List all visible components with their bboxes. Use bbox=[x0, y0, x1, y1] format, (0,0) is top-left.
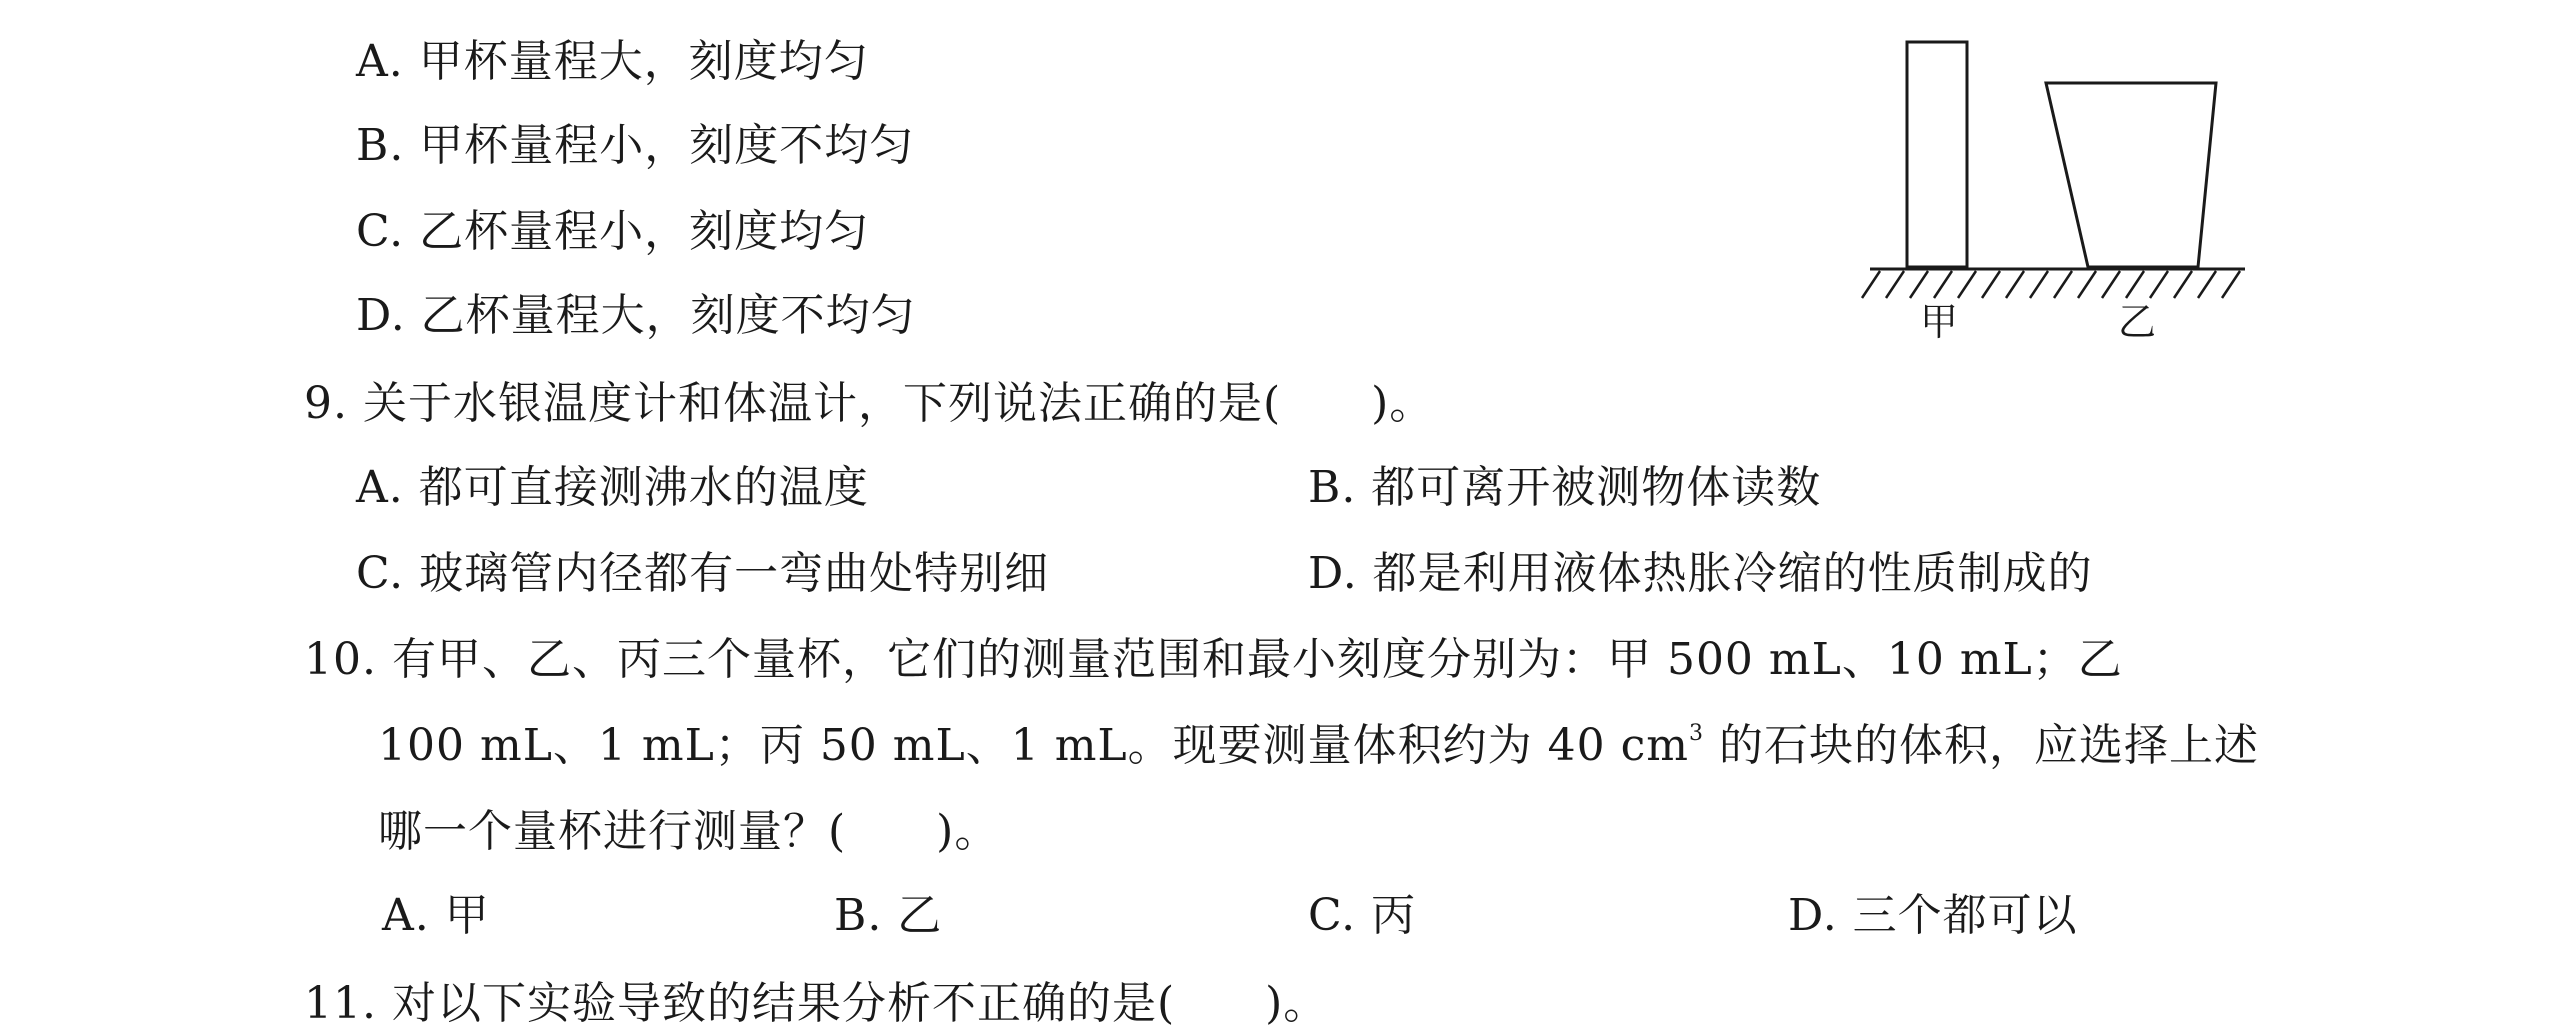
q10-option-a: A. 甲 bbox=[382, 890, 490, 941]
q9-option-d: D. 都是利用液体热胀冷缩的性质制成的 bbox=[1308, 548, 2093, 599]
hatch-stroke bbox=[2006, 271, 2024, 298]
q10-stem-line2-post: 的石块的体积，应选择上述 bbox=[1703, 720, 2259, 771]
hatch-stroke bbox=[1982, 271, 2000, 298]
cups-diagram bbox=[1850, 28, 2270, 358]
hatch-stroke bbox=[2198, 271, 2216, 298]
q10-stem-line2-pre: 100 mL、1 mL；丙 50 mL、1 mL。现要测量体积约为 40 cm bbox=[378, 720, 1689, 771]
hatch-stroke bbox=[2150, 271, 2168, 298]
hatch-stroke bbox=[2078, 271, 2096, 298]
cup-yi-outline bbox=[2046, 83, 2216, 267]
hatch-stroke bbox=[2054, 271, 2072, 298]
hatch-stroke bbox=[2126, 271, 2144, 298]
q10-stem-line1: 10. 有甲、乙、丙三个量杯，它们的测量范围和最小刻度分别为：甲 500 mL、10 mL；乙 bbox=[304, 634, 2123, 685]
hatch-stroke bbox=[2222, 271, 2240, 298]
hatch-stroke bbox=[1910, 271, 1928, 298]
hatch-stroke bbox=[2174, 271, 2192, 298]
q9-option-c: C. 玻璃管内径都有一弯曲处特别细 bbox=[356, 548, 1050, 599]
cup-jia-outline bbox=[1907, 42, 1967, 267]
q8-option-b: B. 甲杯量程小，刻度不均匀 bbox=[356, 120, 915, 171]
hatch-stroke bbox=[1958, 271, 1976, 298]
hatch-stroke bbox=[1934, 271, 1952, 298]
hatch-stroke bbox=[2030, 271, 2048, 298]
hatch-stroke bbox=[2102, 271, 2120, 298]
q11-stem: 11. 对以下实验导致的结果分析不正确的是( )。 bbox=[304, 978, 1329, 1029]
q8-option-a: A. 甲杯量程大，刻度均匀 bbox=[356, 36, 869, 87]
q10-stem-line2 bbox=[378, 720, 2259, 772]
cup-yi-label: 乙 bbox=[2118, 300, 2157, 344]
q10-option-b: B. 乙 bbox=[834, 890, 943, 941]
cup-jia-label: 甲 bbox=[1920, 300, 1959, 344]
q10-option-d: D. 三个都可以 bbox=[1788, 890, 2078, 941]
q10-cubic-superscript: 3 bbox=[1688, 721, 1704, 746]
q11-stem-clip bbox=[304, 978, 1329, 1029]
q8-option-d: D. 乙杯量程大，刻度不均匀 bbox=[356, 290, 916, 341]
q8-cups-figure bbox=[1850, 28, 2270, 358]
q10-option-c: C. 丙 bbox=[1308, 890, 1417, 941]
q9-option-b: B. 都可离开被测物体读数 bbox=[1308, 462, 1822, 513]
hatch-stroke bbox=[1886, 271, 1904, 298]
q9-stem: 9. 关于水银温度计和体温计，下列说法正确的是( )。 bbox=[304, 378, 1435, 429]
q9-option-a: A. 都可直接测沸水的温度 bbox=[356, 462, 869, 513]
ground-hatching bbox=[1862, 271, 2240, 298]
q8-option-c: C. 乙杯量程小，刻度均匀 bbox=[356, 206, 870, 257]
q10-stem-line3: 哪一个量杯进行测量？( )。 bbox=[378, 806, 1000, 857]
hatch-stroke bbox=[1862, 271, 1880, 298]
